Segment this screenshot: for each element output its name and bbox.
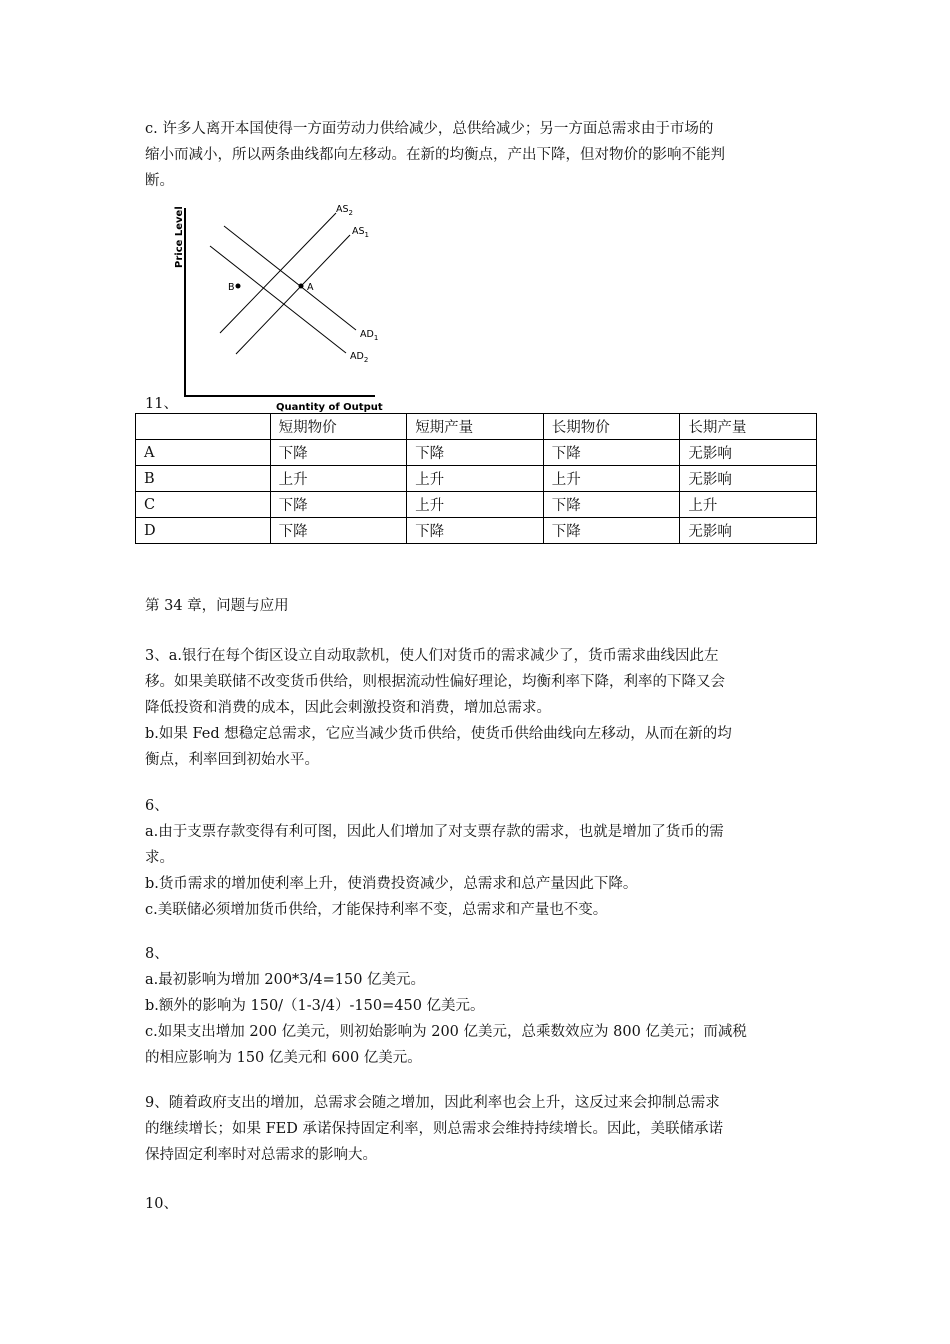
table-cell: 下降 — [407, 440, 544, 466]
table-cell: 短期产量 — [407, 414, 544, 440]
text-line: 3、a.银行在每个街区设立自动取款机，使人们对货币的需求减少了，货币需求曲线因此左 — [145, 648, 719, 664]
table-cell: 无影响 — [680, 518, 817, 544]
paragraph-c — [145, 116, 809, 194]
table-cell: 下降 — [543, 492, 680, 518]
table-cell: D — [136, 518, 271, 544]
table-row — [136, 518, 817, 544]
point-a-label: A — [307, 282, 314, 293]
question-6 — [145, 793, 809, 923]
table-cell: C — [136, 492, 271, 518]
text-line: 保持固定利率时对总需求的影响大。 — [145, 1147, 377, 1163]
table-cell: 上升 — [270, 466, 407, 492]
table-cell: 下降 — [543, 518, 680, 544]
point-b-label: B — [228, 282, 235, 293]
table-cell: 下降 — [407, 518, 544, 544]
table-cell: 上升 — [543, 466, 680, 492]
table-header-row — [136, 414, 817, 440]
table-cell: 上升 — [407, 492, 544, 518]
question-10 — [145, 1191, 809, 1217]
text-line: 第 34 章，问题与应用 — [145, 598, 289, 614]
text-line: b.如果 Fed 想稳定总需求，它应当减少货币供给，使货币供给曲线向左移动，从而在新的均 — [145, 726, 732, 742]
answer-table — [135, 413, 817, 544]
text-line: b.货币需求的增加使利率上升，使消费投资减少，总需求和总产量因此下降。 — [145, 876, 638, 892]
table-cell: 无影响 — [680, 440, 817, 466]
question-11-label: 11、 — [145, 396, 178, 412]
question-3 — [145, 643, 809, 773]
table-cell: 短期物价 — [270, 414, 407, 440]
text-line: 衡点，利率回到初始水平。 — [145, 752, 319, 768]
text-line: 断。 — [145, 173, 174, 189]
text-line: c. 许多人离开本国使得一方面劳动力供给减少，总供给减少；另一方面总需求由于市场的 — [145, 121, 714, 137]
table-cell: 下降 — [270, 492, 407, 518]
table-row — [136, 466, 817, 492]
text-line: 降低投资和消费的成本，因此会刺激投资和消费，增加总需求。 — [145, 700, 551, 716]
table-cell: 下降 — [270, 440, 407, 466]
as2-label: $AS_2$ — [336, 204, 353, 217]
text-line: a.由于支票存款变得有利可图，因此人们增加了对支票存款的需求，也就是增加了货币的需 — [145, 824, 724, 840]
text-line: 8、 — [145, 946, 169, 962]
question-9 — [145, 1090, 809, 1168]
y-axis-label: Price Level — [174, 206, 185, 268]
table-cell: 长期产量 — [680, 414, 817, 440]
text-line: c.美联储必须增加货币供给，才能保持利率不变，总需求和产量也不变。 — [145, 902, 608, 918]
ad2-label: $AD_2$ — [350, 351, 369, 364]
text-line: 6、 — [145, 798, 169, 814]
ad1-curve — [224, 226, 356, 330]
text-line: 的继续增长；如果 FED 承诺保持固定利率，则总需求会维持持续增长。因此，美联储承诺 — [145, 1121, 723, 1137]
text-line: 的相应影响为 150 亿美元和 600 亿美元。 — [145, 1050, 422, 1066]
text-line: 移。如果美联储不改变货币供给，则根据流动性偏好理论，均衡利率下降，利率的下降又会 — [145, 674, 725, 690]
ad1-label: $AD_1$ — [360, 329, 379, 342]
text-line: 9、随着政府支出的增加，总需求会随之增加，因此利率也会上升，这反过来会抑制总需求 — [145, 1095, 720, 1111]
as-ad-diagram — [170, 198, 390, 414]
table-cell: 上升 — [407, 466, 544, 492]
as1-curve — [236, 235, 350, 354]
table-cell: B — [136, 466, 271, 492]
text-line: 缩小而减小，所以两条曲线都向左移动。在新的均衡点，产出下降，但对物价的影响不能判 — [145, 147, 725, 163]
as1-label: $AS_1$ — [352, 226, 369, 239]
table-cell — [136, 414, 271, 440]
table-cell: 下降 — [543, 440, 680, 466]
text-line: a.最初影响为增加 200*3/4=150 亿美元。 — [145, 972, 426, 988]
text-line: 求。 — [145, 850, 174, 866]
table-row — [136, 440, 817, 466]
table-row — [136, 492, 817, 518]
table-cell: 下降 — [270, 518, 407, 544]
text-line: c.如果支出增加 200 亿美元，则初始影响为 200 亿美元，总乘数效应为 800 亿美元；而减税 — [145, 1024, 747, 1040]
point-a-marker — [299, 284, 304, 289]
point-b-marker — [236, 284, 241, 289]
table-cell: A — [136, 440, 271, 466]
text-line: 10、 — [145, 1196, 178, 1212]
x-axis-label: Quantity of Output — [276, 402, 383, 413]
question-8 — [145, 941, 809, 1071]
table-cell: 无影响 — [680, 466, 817, 492]
chapter-title — [145, 593, 809, 619]
ad2-curve — [210, 246, 346, 353]
table-cell: 长期物价 — [543, 414, 680, 440]
text-line: b.额外的影响为 150/（1-3/4）-150=450 亿美元。 — [145, 998, 485, 1014]
table-cell: 上升 — [680, 492, 817, 518]
as2-curve — [220, 213, 336, 333]
